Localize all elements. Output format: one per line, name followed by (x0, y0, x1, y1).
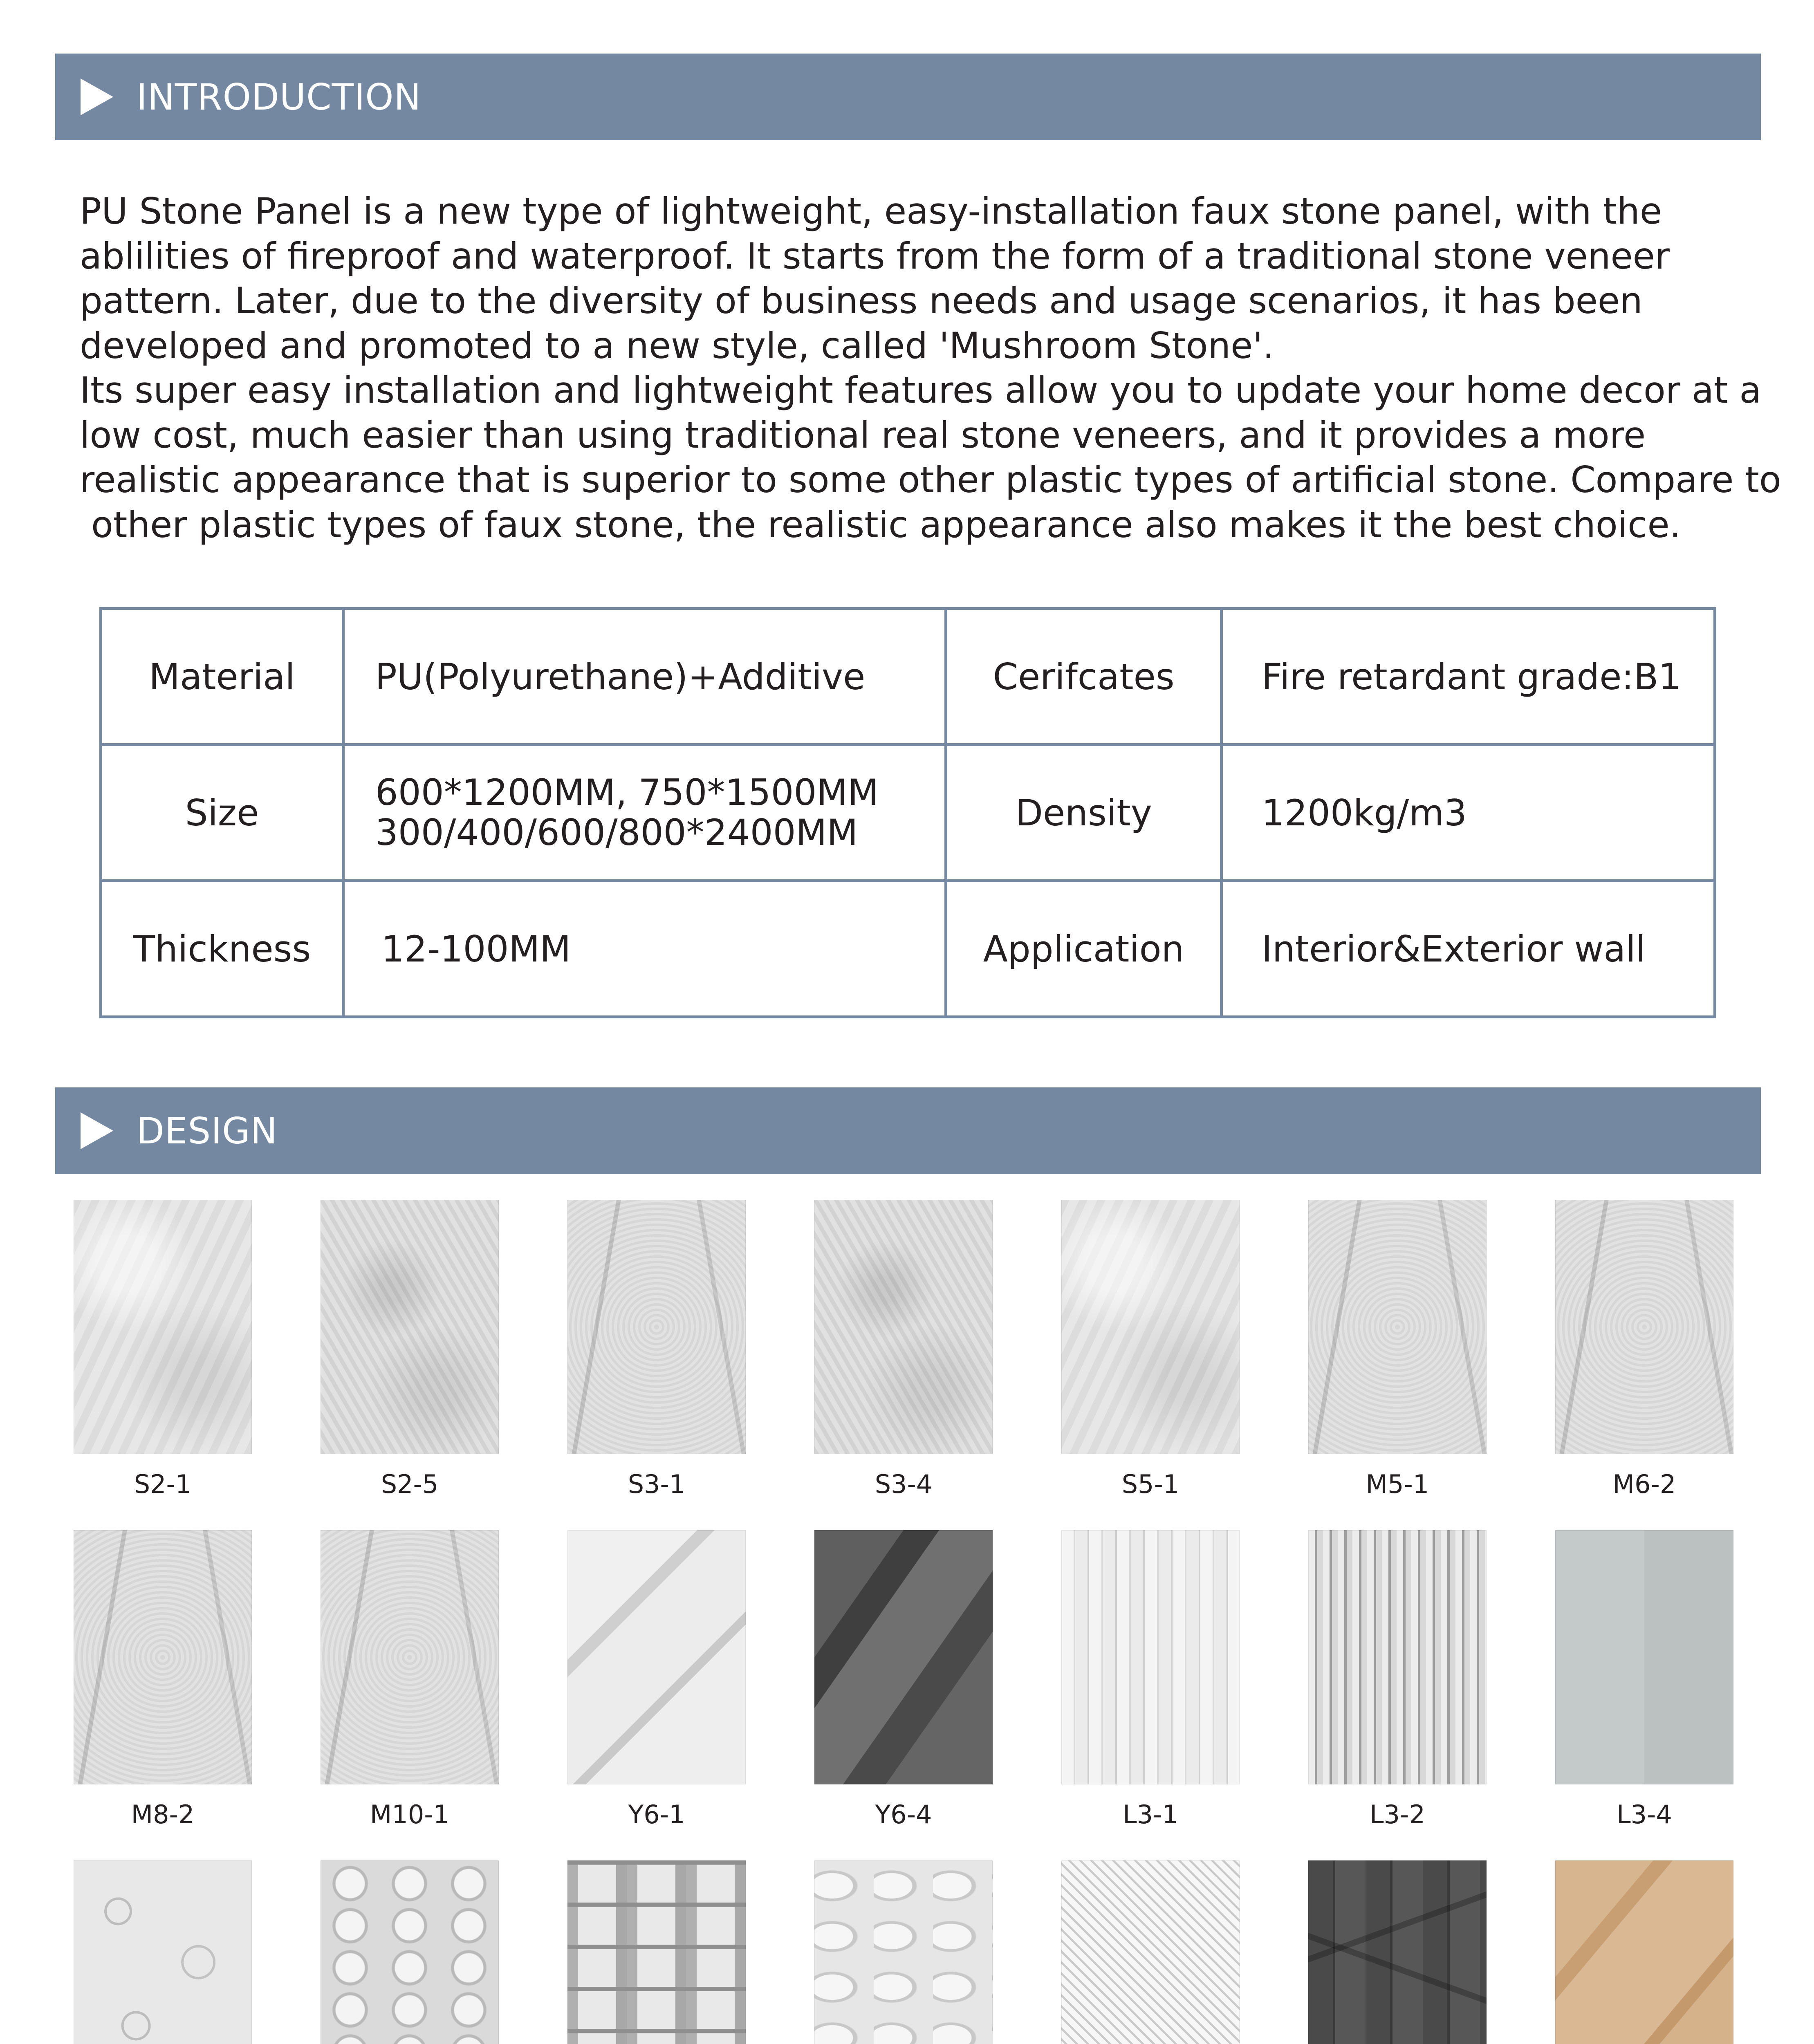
stone-swatch-image (1061, 1860, 1240, 2044)
intro-line: developed and promoted to a new style, called 'Mushroom Stone'. (80, 324, 1274, 367)
size-label: Size (101, 745, 343, 881)
design-title: DESIGN (137, 1109, 278, 1152)
swatch-card[interactable] (321, 1530, 499, 1830)
stone-swatch-image (1061, 1530, 1240, 1784)
design-grid (74, 1200, 1758, 2044)
swatch-card[interactable] (321, 1860, 499, 2044)
swatch-code: S3-4 (874, 1469, 933, 1499)
table-row (101, 745, 1715, 881)
swatch-card[interactable] (567, 1530, 746, 1830)
swatch-code: S2-1 (134, 1469, 192, 1499)
size-value-line1: 600*1200MM, 750*1500MM (375, 771, 879, 814)
swatch-card[interactable] (814, 1860, 993, 2044)
swatch-card[interactable] (1555, 1200, 1733, 1499)
stone-swatch-image (814, 1860, 993, 2044)
stone-swatch-image (814, 1530, 993, 1784)
stone-swatch-image (321, 1200, 499, 1454)
swatch-card[interactable] (1308, 1200, 1487, 1499)
stone-swatch-image (1555, 1200, 1733, 1454)
intro-line: pattern. Later, due to the diversity of business needs and usage scenarios, it has been (80, 280, 1643, 322)
table-row (101, 881, 1715, 1017)
stone-swatch-image (321, 1530, 499, 1784)
swatch-code: M6-2 (1612, 1469, 1676, 1499)
swatch-card[interactable] (1061, 1530, 1240, 1830)
thickness-value: 12-100MM (343, 881, 946, 1017)
swatch-card[interactable] (814, 1200, 993, 1499)
certificates-value: Fire retardant grade:B1 (1221, 609, 1715, 745)
stone-swatch-image (1555, 1860, 1733, 2044)
play-triangle-icon (81, 78, 113, 115)
stone-swatch-image (74, 1200, 252, 1454)
swatch-code: L3-2 (1370, 1800, 1425, 1829)
swatch-card[interactable] (1308, 1530, 1487, 1830)
swatch-card[interactable] (1555, 1530, 1733, 1830)
intro-line: ablilities of fireproof and waterproof. It starts from the form of a traditional stone veneer (80, 235, 1670, 277)
swatch-code: L3-1 (1123, 1800, 1178, 1829)
swatch-code: S2-5 (381, 1469, 439, 1499)
stone-swatch-image (1308, 1200, 1487, 1454)
material-label: Material (101, 609, 343, 745)
table-row (101, 609, 1715, 745)
swatch-card[interactable] (321, 1200, 499, 1499)
intro-line: low cost, much easier than using traditional real stone veneers, and it provides a more (80, 414, 1646, 456)
application-label: Application (946, 881, 1222, 1017)
stone-swatch-image (567, 1200, 746, 1454)
spec-table (99, 607, 1716, 1018)
stone-swatch-image (74, 1860, 252, 2044)
stone-swatch-image (1308, 1860, 1487, 2044)
swatch-card[interactable] (814, 1530, 993, 1830)
stone-swatch-image (567, 1530, 746, 1784)
thickness-label: Thickness (101, 881, 343, 1017)
density-value: 1200kg/m3 (1221, 745, 1715, 881)
swatch-card[interactable] (1061, 1200, 1240, 1499)
swatch-card[interactable] (567, 1200, 746, 1499)
swatch-card[interactable] (1061, 1860, 1240, 2044)
swatch-code: M5-1 (1366, 1469, 1429, 1499)
stone-swatch-image (74, 1530, 252, 1784)
swatch-code: S5-1 (1121, 1469, 1179, 1499)
swatch-card[interactable] (74, 1200, 252, 1499)
swatch-code: Y6-1 (628, 1800, 685, 1829)
intro-line: realistic appearance that is superior to some other plastic types of artificial stone. Compare to (80, 459, 1781, 501)
swatch-card[interactable] (74, 1860, 252, 2044)
swatch-card[interactable] (567, 1860, 746, 2044)
size-value (343, 745, 946, 881)
size-value-line2: 300/400/600/800*2400MM (375, 811, 858, 854)
swatch-code: M8-2 (131, 1800, 195, 1829)
introduction-title: INTRODUCTION (137, 76, 422, 118)
swatch-code: S3-1 (628, 1469, 686, 1499)
certificates-label: Cerifcates (946, 609, 1222, 745)
intro-line: PU Stone Panel is a new type of lightweight, easy-installation faux stone panel, with the (80, 190, 1662, 232)
stone-swatch-image (321, 1860, 499, 2044)
swatch-code: M10-1 (370, 1800, 450, 1829)
application-value: Interior&Exterior wall (1221, 881, 1715, 1017)
design-header (55, 1087, 1761, 1174)
material-value: PU(Polyurethane)+Additive (343, 609, 946, 745)
swatch-card[interactable] (1555, 1860, 1733, 2044)
stone-swatch-image (1061, 1200, 1240, 1454)
density-label: Density (946, 745, 1222, 881)
play-triangle-icon (81, 1112, 113, 1149)
introduction-text (80, 189, 1797, 547)
intro-line: other plastic types of faux stone, the realistic appearance also makes it the best choice. (80, 503, 1681, 546)
stone-swatch-image (1308, 1530, 1487, 1784)
swatch-card[interactable] (1308, 1860, 1487, 2044)
swatch-code: Y6-4 (875, 1800, 932, 1829)
stone-swatch-image (567, 1860, 746, 2044)
intro-line: Its super easy installation and lightweight features allow you to update your home decor at a (80, 369, 1762, 411)
swatch-card[interactable] (74, 1530, 252, 1830)
swatch-code: L3-4 (1617, 1800, 1672, 1829)
stone-swatch-image (1555, 1530, 1733, 1784)
stone-swatch-image (814, 1200, 993, 1454)
introduction-header (55, 54, 1761, 140)
